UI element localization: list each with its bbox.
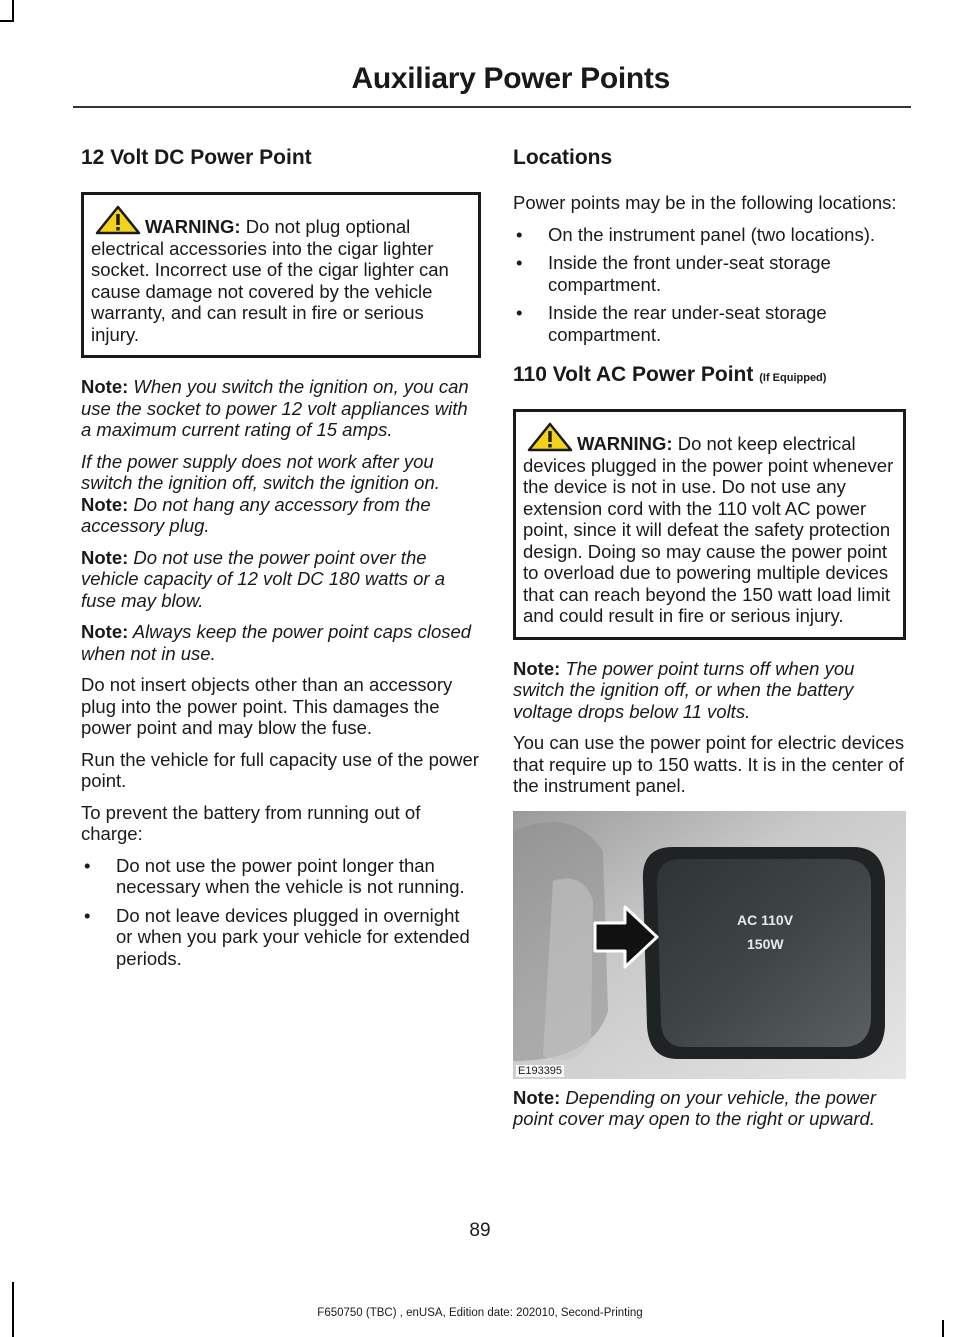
note-label: Note: <box>513 657 561 679</box>
paragraph-battery: To prevent the battery from running out of charge: <box>81 801 421 844</box>
note-text: The power point turns off when you switch the ignition off, or when the battery voltage drops below 11 volts. <box>513 657 855 722</box>
warning-triangle-icon <box>527 422 573 452</box>
note-caps <box>81 621 481 664</box>
list-item: • Do not use the power point longer than necessary when the vehicle is not running. <box>81 855 481 898</box>
note-text: Depending on your vehicle, the power point cover may open to the right or upward. <box>513 1086 877 1129</box>
note-label: Note: <box>81 621 129 642</box>
photo-label-watts: 150W <box>747 935 784 952</box>
note-turns-off <box>513 658 906 723</box>
page-footer: F650750 (TBC) , enUSA, Edition date: 202010, Second-Printing <box>317 1307 643 1319</box>
section-heading-locations: Locations <box>513 146 613 169</box>
paragraph-locations-intro: Power points may be in the following locations: <box>513 192 897 213</box>
note-label: Note: <box>81 493 129 515</box>
paragraph-objects: Do not insert objects other than an accessory plug into the power point. This damages the power point and may blow the fuse. <box>81 674 453 738</box>
note-text: Do not hang any accessory from the accessory plug. <box>81 493 431 536</box>
note-text: Always keep the power point caps closed when not in use. <box>81 621 472 664</box>
warning-box-12v <box>81 192 481 358</box>
list-item: • On the instrument panel (two locations). <box>513 224 906 246</box>
power-point-illustration <box>513 811 906 1079</box>
crop-mark-top-left-h <box>0 20 14 22</box>
note-label: Note: <box>81 546 129 568</box>
heading-text: 110 Volt AC Power Point <box>513 363 754 386</box>
note-ignition-continued: If the power supply does not work after you switch the ignition off, switch the ignition on. <box>81 450 440 493</box>
header-rule <box>73 106 911 108</box>
note-text: Do not use the power point over the vehicle capacity of 12 volt DC 180 watts or a fuse may blow. <box>81 546 446 611</box>
paragraph-run-vehicle: Run the vehicle for full capacity use of the power point. <box>81 748 479 791</box>
list-item: • Do not leave devices plugged in overnight or when you park your vehicle for extended periods. <box>81 905 481 970</box>
paragraph-usage: You can use the power point for electric devices that require up to 150 watts. It is in the center of the instrument panel. <box>513 732 905 796</box>
note-label: Note: <box>513 1086 561 1108</box>
warning-label: WARNING: <box>577 433 673 454</box>
crop-mark-top-left-v <box>12 0 14 22</box>
warning-triangle-icon <box>95 205 141 235</box>
note-capacity <box>81 547 481 612</box>
note-ignition <box>81 376 481 441</box>
right-column <box>513 146 906 1140</box>
list-item: • Inside the rear under-seat storage compartment. <box>513 302 906 345</box>
note-cover <box>513 1087 906 1130</box>
warning-label: WARNING: <box>145 216 241 237</box>
power-point-photo <box>513 811 906 1079</box>
left-column <box>81 146 481 979</box>
battery-bullet-list <box>81 855 481 970</box>
heading-qualifier: (If Equipped) <box>759 372 827 384</box>
note-label: Note: <box>81 376 129 397</box>
section-heading-12v: 12 Volt DC Power Point <box>81 146 312 169</box>
photo-label-ac: AC 110V <box>737 911 794 928</box>
page-number: 89 <box>469 1220 491 1241</box>
list-item: • Inside the front under-seat storage compartment. <box>513 252 906 295</box>
locations-bullet-list <box>513 224 906 346</box>
note-text: When you switch the ignition on, you can use the socket to power 12 volt appliances with a maximum current rating of 15 amps. <box>81 376 469 440</box>
note-hang <box>81 494 481 537</box>
warning-text: Do not plug optional electrical accessories into the cigar lighter socket. Incorrect use of the cigar lighter can cause damage not covered by the vehicle warranty, and can result in fire or serious injury. <box>91 216 449 345</box>
warning-text: Do not keep electrical devices plugged in the power point whenever the device is not in use. Do not use any extension cord with the 110 volt AC power point, since it will defeat the safety protection design. Doing so may cause the power point to overload due to powering multiple devices that can reach beyond the 150 watt load limit and could result in fire or serious injury. <box>523 433 894 626</box>
section-heading-110v <box>513 363 906 387</box>
page-header-title: Auxiliary Power Points <box>351 62 670 95</box>
warning-box-110v <box>513 409 906 640</box>
figure-id: E193395 <box>518 1064 563 1077</box>
